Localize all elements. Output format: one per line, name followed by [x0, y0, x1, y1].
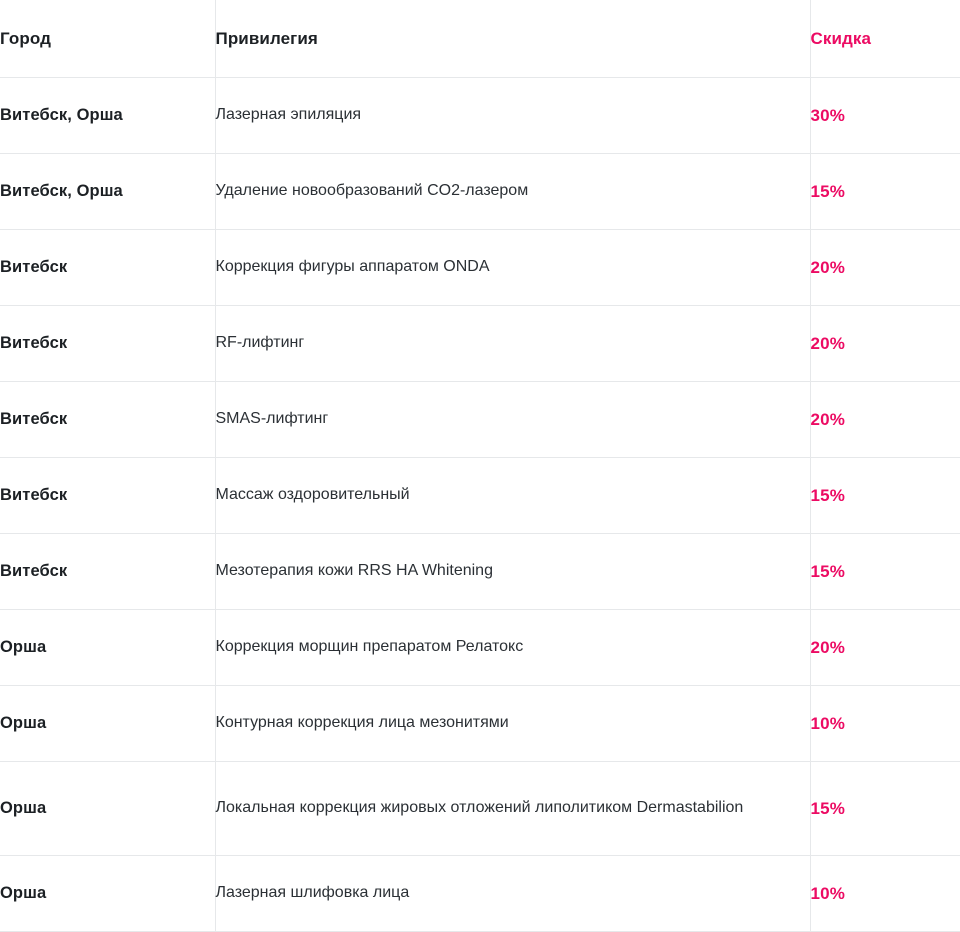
table-row	[0, 534, 960, 610]
cell-discount: 15%	[810, 458, 960, 534]
cell-discount: 15%	[810, 534, 960, 610]
cell-city: Орша	[0, 610, 215, 686]
column-header-discount: Скидка	[810, 0, 960, 78]
cell-city: Витебск	[0, 230, 215, 306]
cell-discount: 20%	[810, 382, 960, 458]
table-row	[0, 856, 960, 932]
cell-privilege: Коррекция морщин препаратом Релатокс	[215, 610, 810, 686]
table-row	[0, 306, 960, 382]
cell-discount: 20%	[810, 306, 960, 382]
table-row	[0, 610, 960, 686]
cell-privilege: RF-лифтинг	[215, 306, 810, 382]
cell-privilege: Локальная коррекция жировых отложений липолитиком Dermastabilion	[215, 762, 810, 856]
cell-city: Орша	[0, 762, 215, 856]
table-header	[0, 0, 960, 78]
cell-city: Орша	[0, 686, 215, 762]
cell-privilege: Коррекция фигуры аппаратом ONDA	[215, 230, 810, 306]
cell-discount: 15%	[810, 762, 960, 856]
table-row	[0, 230, 960, 306]
cell-privilege: Лазерная эпиляция	[215, 78, 810, 154]
cell-privilege: SMAS-лифтинг	[215, 382, 810, 458]
table-body	[0, 78, 960, 932]
cell-city: Витебск, Орша	[0, 154, 215, 230]
cell-privilege: Удаление новообразований CO2-лазером	[215, 154, 810, 230]
cell-privilege: Мезотерапия кожи RRS HA Whitening	[215, 534, 810, 610]
cell-privilege: Лазерная шлифовка лица	[215, 856, 810, 932]
cell-discount: 10%	[810, 856, 960, 932]
column-header-privilege: Привилегия	[215, 0, 810, 78]
cell-discount: 20%	[810, 610, 960, 686]
cell-privilege: Массаж оздоровительный	[215, 458, 810, 534]
table-row	[0, 762, 960, 856]
table-row	[0, 382, 960, 458]
table-row	[0, 78, 960, 154]
cell-city: Витебск, Орша	[0, 78, 215, 154]
table-row	[0, 686, 960, 762]
cell-discount: 10%	[810, 686, 960, 762]
cell-city: Витебск	[0, 534, 215, 610]
cell-discount: 30%	[810, 78, 960, 154]
cell-city: Орша	[0, 856, 215, 932]
cell-discount: 20%	[810, 230, 960, 306]
table-header-row	[0, 0, 960, 78]
column-header-city: Город	[0, 0, 215, 78]
cell-discount: 15%	[810, 154, 960, 230]
cell-city: Витебск	[0, 382, 215, 458]
table-row	[0, 458, 960, 534]
cell-city: Витебск	[0, 458, 215, 534]
table-row	[0, 154, 960, 230]
cell-city: Витебск	[0, 306, 215, 382]
cell-privilege: Контурная коррекция лица мезонитями	[215, 686, 810, 762]
